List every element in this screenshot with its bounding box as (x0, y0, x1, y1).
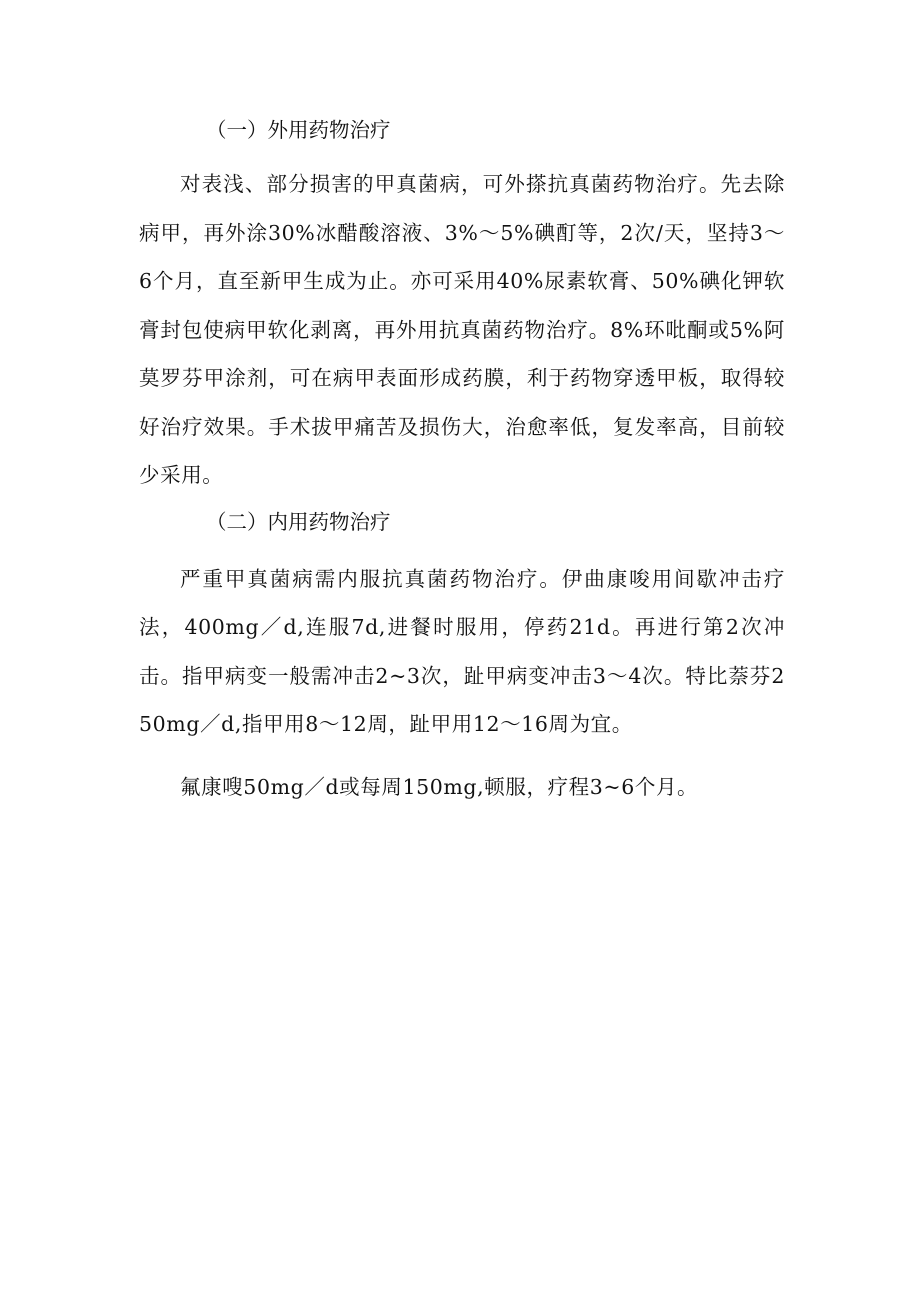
section-heading-topical-treatment: （一）外用药物治疗 (206, 118, 391, 142)
paragraph-fluconazole: 氟康嗖50mg／d或每周150mg,顿服，疗程3~6个月。 (180, 774, 699, 799)
paragraph-topical-treatment: 对表浅、部分损害的甲真菌病，可外搽抗真菌药物治疗。先去除病甲，再外涂30%冰醋酸溶液、3%～5%碘酊等，2次/天，坚持3～6个月，直至新甲生成为止。亦可采用40%尿素软膏、50%碘化钾软膏封包使病甲软化剥离，再外用抗真菌药物治疗。8%环吡酮或5%阿莫罗芬甲涂剂，可在病甲表面形成药膜，利于药物穿透甲板，取得较好治疗效果。手术拔甲痛苦及损伤大，治愈率低，复发率高，目前较少采用。 (139, 172, 785, 487)
document-body (139, 112, 785, 811)
paragraph-oral-treatment: 严重甲真菌病需内服抗真菌药物治疗。伊曲康唆用间歇冲击疗法，400mg／d,连服7d,进餐时服用，停药21d。再进行第2次冲击。指甲病变一般需冲击2~3次，趾甲病变冲击3～4次。特比萘芬250mg／d,指甲用8～12周，趾甲用12～16周为宜。 (139, 566, 785, 736)
section-heading-oral-treatment: （二）内用药物治疗 (206, 509, 391, 534)
